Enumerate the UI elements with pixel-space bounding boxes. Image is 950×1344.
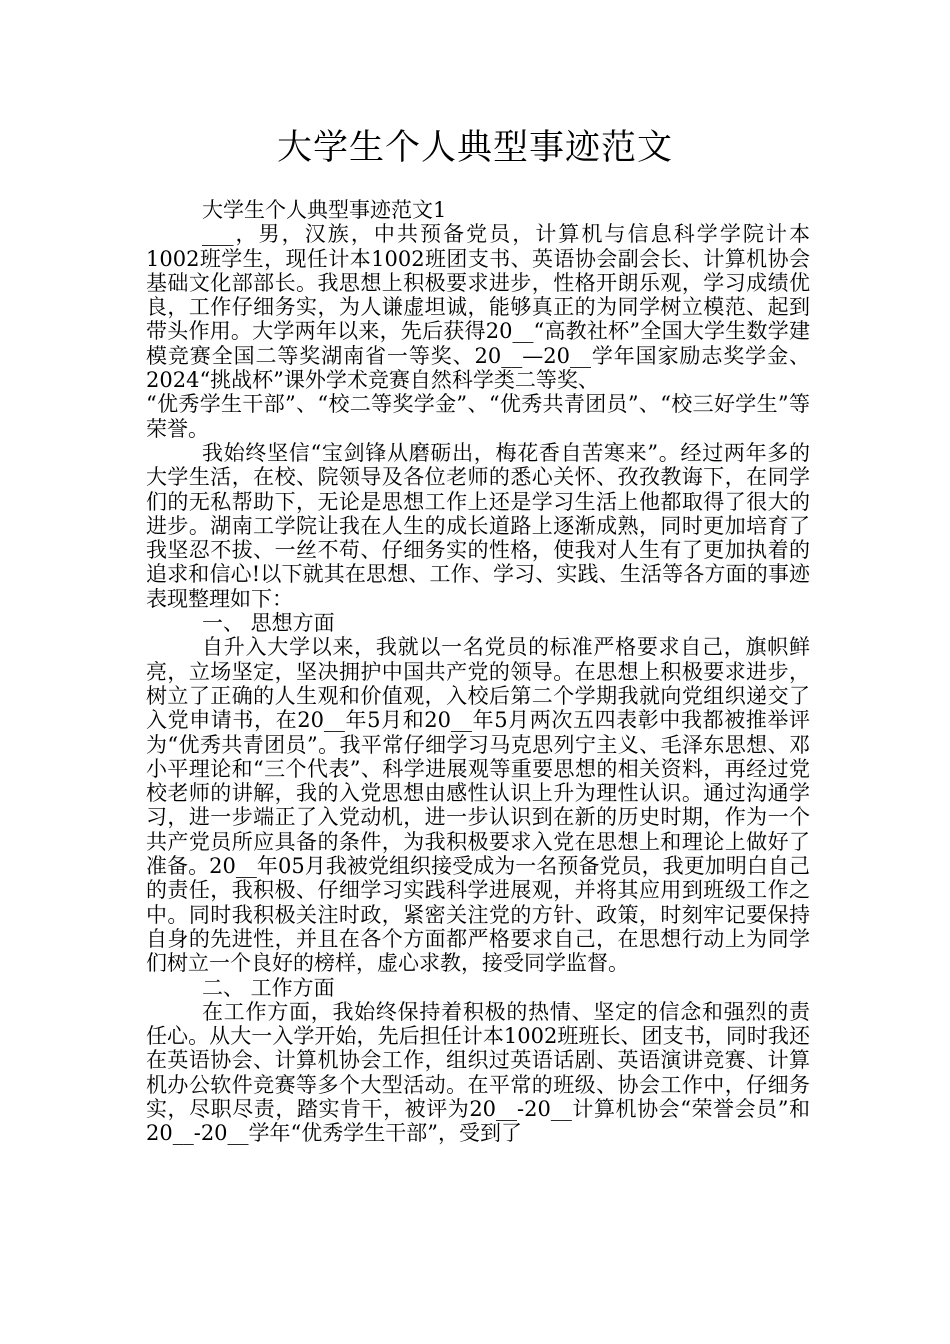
section-heading: 大学生个人典型事迹范文1 (202, 198, 447, 222)
paragraph: ___，男，汉族，中共预备党员，计算机与信息科学学院计本1002班学生，现任计本1002班团支书、英语协会副会长、计算机协会基础文化部部长。我思想上积极要求进步，性格开朗乐观，学习成绩优良，工作仔细务实，为人谦虚坦诚，能够真正的为同学树立模范、起到带头作用。大学两年以来，先后获得20__“高教社杯”全国大学生数学建模竞赛全国二等奖湖南省一等奖、20__—20__学年国家励志奖学金、2024“挑战杯”课外学术竞赛自然科学类二等奖、 (146, 222, 810, 393)
paragraph: 在工作方面，我始终保持着积极的热情、坚定的信念和强烈的责任心。从大一入学开始，先后担任计本1002班班长、团支书，同时我还在英语协会、计算机协会工作，组织过英语话剧、英语演讲竞赛、计算机办公软件竞赛等多个大型活动。在平常的班级、协会工作中，仔细务实，尽职尽责，踏实肯干，被评为20__-20__计算机协会“荣誉会员”和20__-20__学年“优秀学生干部”，受到了 (146, 999, 810, 1146)
document-body (146, 198, 810, 1146)
document-title: 大学生个人典型事迹范文 (276, 128, 673, 168)
section-heading: 一、 思想方面 (202, 611, 335, 636)
paragraph: “优秀学生干部”、“校二等奖学金”、“优秀共青团员”、“校三好学生”等荣誉。 (146, 392, 810, 441)
section-heading: 二、 工作方面 (202, 975, 335, 1000)
paragraph: 我始终坚信“宝剑锋从磨砺出，梅花香自苦寒来”。经过两年多的大学生活，在校、院领导及各位老师的悉心关怀、孜孜教诲下，在同学们的无私帮助下，无论是思想工作上还是学习生活上他都取得了很大的进步。湖南工学院让我在人生的成长道路上逐渐成熟，同时更加培育了我坚忍不拔、一丝不苟、仔细务实的性格，使我对人生有了更加执着的追求和信心!以下就其在思想、工作、学习、实践、生活等各方面的事迹表现整理如下： (146, 440, 810, 611)
paragraph: 自升入大学以来，我就以一名党员的标准严格要求自己，旗帜鲜亮，立场坚定，坚决拥护中国共产党的领导。在思想上积极要求进步，树立了正确的人生观和价值观，入校后第二个学期我就向党组织递交了入党申请书，在20__年5月和20__年5月两次五四表彰中我都被推举评为“优秀共青团员”。我平常仔细学习马克思列宁主义、毛泽东思想、邓小平理论和“三个代表”、科学进展观等重要思想的相关资料，再经过党校老师的讲解，我的入党思想由感性认识上升为理性认识。通过沟通学习，进一步端正了入党动机，进一步认识到在新的历史时期，作为一个共产党员所应具备的条件，为我积极要求入党在思想上和理论上做好了准备。20__年05月我被党组织接受成为一名预备党员，我更加明白自己的责任，我积极、仔细学习实践科学进展观，并将其应用到班级工作之中。同时我积极关注时政，紧密关注党的方针、政策，时刻牢记要保持自身的先进性，并且在各个方面都严格要求自己，在思想行动上为同学们树立一个良好的榜样，虚心求教，接受同学监督。 (146, 635, 810, 976)
